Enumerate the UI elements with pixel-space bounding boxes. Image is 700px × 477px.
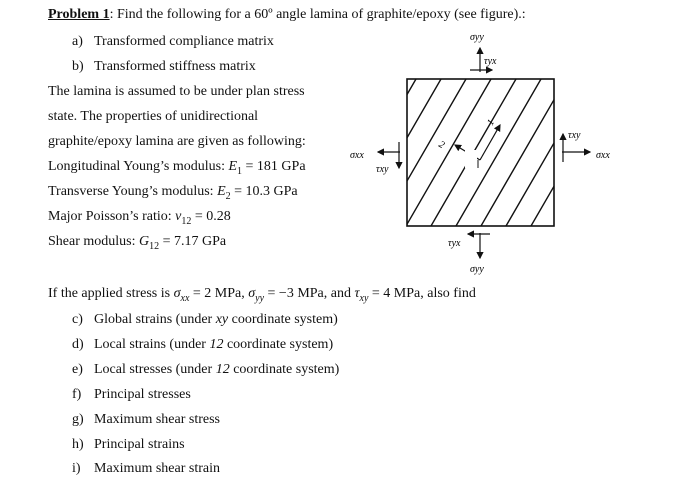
list-item-text: Transformed stiffness matrix xyxy=(94,59,256,74)
problem-intro: : Find the following for a 60º angle lamina of graphite/epoxy (see figure).: xyxy=(109,7,526,22)
axis-1-label: 1 xyxy=(485,117,498,128)
tau-yx-bottom-label: τyx xyxy=(448,238,461,249)
property-e2: Transverse Young’s modulus: $E_2 = 10.3$ GPa xyxy=(48,184,298,202)
paragraph-line: The lamina is assumed to be under plan stress xyxy=(48,84,305,99)
list-item-label: b) xyxy=(72,59,84,74)
tau-yx-top-label: τyx xyxy=(484,56,497,67)
paragraph-line: graphite/epoxy lamina are given as following: xyxy=(48,134,306,149)
sigma-yy-bottom-label: σyy xyxy=(470,264,484,275)
list-item: d) Local strains (under 12 coordinate system) xyxy=(72,337,334,352)
paragraph-line: state. The properties of unidirectional xyxy=(48,109,259,124)
tau-xy-right-label: τxy xyxy=(568,130,581,141)
list-item: e) Local stresses (under 12 coordinate system) xyxy=(72,362,340,377)
property-nu12: Major Poisson’s ratio: $\nu_{12} = 0.28$ xyxy=(48,209,231,227)
axis-2-label: 2 xyxy=(436,139,447,152)
sigma-yy-top-label: σyy xyxy=(470,32,484,43)
property-e1: Longitudinal Young’s modulus: $E_1 = 181$ GPa xyxy=(48,159,306,177)
list-item: h) Principal strains xyxy=(72,437,185,452)
list-item: c) Global strains (under xy coordinate system) xyxy=(72,312,338,327)
list-item: i) Maximum shear strain xyxy=(72,461,220,476)
property-g12: Shear modulus: $G_{12} = 7.17$ GPa xyxy=(48,234,227,252)
list-item: g) Maximum shear stress xyxy=(72,412,220,427)
list-item-label: a) xyxy=(72,34,83,49)
tau-xy-left-label: τxy xyxy=(376,164,389,175)
list-item-text: Transformed compliance matrix xyxy=(94,34,274,49)
sigma-xx-right-label: σxx xyxy=(596,150,610,161)
problem-heading: Problem 1 xyxy=(48,7,110,22)
sigma-xx-left-label: σxx xyxy=(350,150,364,161)
applied-stress-sentence: If the applied stress is $\sigma_{xx} = 2$ MPa, $\sigma_{yy} = -3$ MPa, and $\tau_{xy} = 4$ MPa, also find xyxy=(48,286,476,304)
list-item: f) Principal stresses xyxy=(72,387,191,402)
